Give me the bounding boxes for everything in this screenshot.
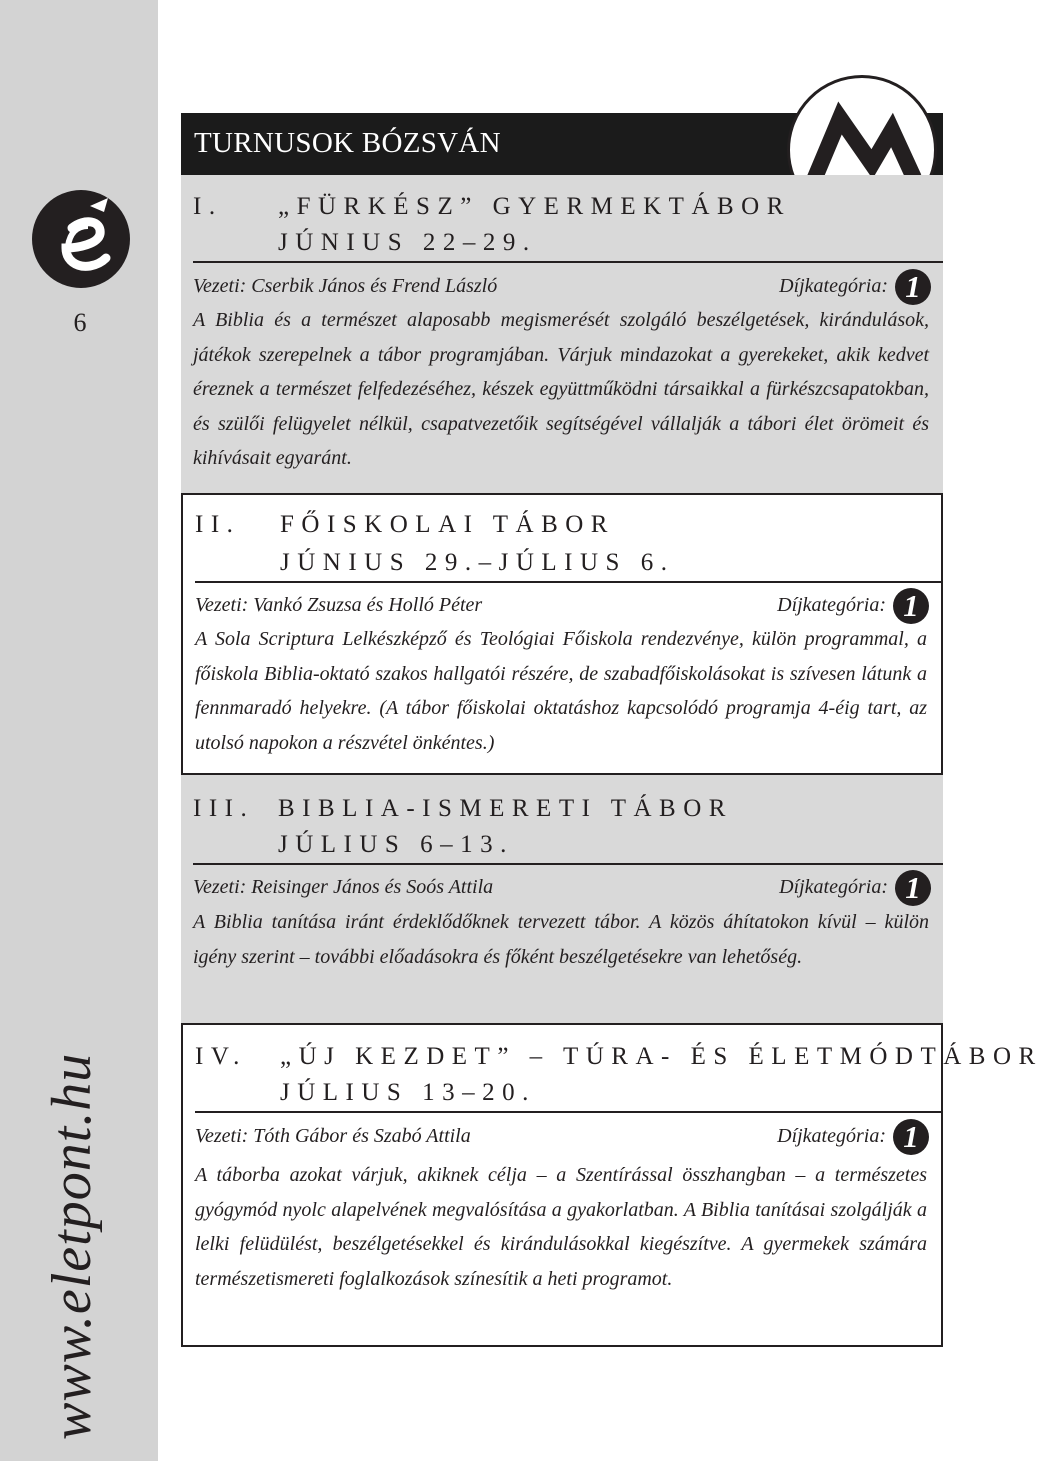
section-4	[181, 1025, 1043, 1347]
section-2-date: JÚNIUS 29.–JÚLIUS 6.	[280, 549, 675, 576]
section-1-text: A Biblia és a természet alaposabb megismerését szolgáló beszélgetések, kirándulások, játékok szerepelnek a tábor programjában. Várjuk mindazokat a gyerekeket, akik kedvet éreznek a természet felfedezéséhez, készek együttműködni társaikkal a fürkészcsapatokban, és szülői felügyelet nélkül, csapatvezetőik segítségével vállalják a tábori élet örömeit és kihívásait egyaránt.	[193, 309, 929, 469]
section-3-leader: Vezeti: Reisinger János és Soós Attila	[193, 876, 494, 898]
section-1-date: JÚNIUS 22–29.	[278, 229, 537, 256]
section-3-category-badge: 1	[895, 870, 931, 906]
section-1-leader: Vezeti: Cserbik János és Frend László	[193, 275, 498, 297]
section-4-heading: IV. „ÚJ KEZDET” – TÚRA- ÉS ÉLETMÓDTÁBOR	[195, 1043, 1043, 1070]
section-1-heading: I. „FÜRKÉSZ” GYERMEKTÁBOR	[193, 193, 791, 220]
divider	[193, 261, 943, 263]
section-3	[181, 775, 943, 1025]
section-2-category-label: Díjkategória:	[777, 594, 886, 616]
section-2-heading: II. FŐISKOLAI TÁBOR	[195, 511, 615, 538]
section-4-leader: Vezeti: Tóth Gábor és Szabó Attila	[195, 1125, 471, 1147]
section-1-category-badge: 1	[895, 269, 931, 305]
divider	[195, 581, 941, 583]
divider	[195, 1111, 941, 1113]
section-3-category-label: Díjkategória:	[779, 876, 888, 898]
section-3-text: A Biblia tanítása iránt érdeklődőknek tervezett tábor. A közös áhítatokon kívül – külön igény szerint – további előadásokra és főként beszélgetésekre van lehetőség.	[193, 911, 929, 968]
section-1	[181, 175, 943, 495]
e-logo-icon	[32, 190, 130, 288]
sidebar	[0, 0, 158, 1461]
website-url[interactable]: www.eletpont.hu	[41, 1052, 103, 1440]
section-2-category-badge: 1	[893, 588, 929, 624]
page-number: 6	[73, 308, 87, 337]
section-4-category-badge: 1	[893, 1119, 929, 1155]
section-3-date: JÚLIUS 6–13.	[278, 831, 514, 858]
section-1-category-label: Díjkategória:	[779, 275, 888, 297]
section-4-date: JÚLIUS 13–20.	[280, 1079, 536, 1106]
page-title: TURNUSOK BÓZSVÁN	[194, 127, 501, 159]
divider	[193, 863, 943, 865]
section-3-heading: III. BIBLIA-ISMERETI TÁBOR	[193, 795, 733, 822]
section-2-text: A Sola Scriptura Lelkészképző és Teológiai Főiskola rendezvénye, külön programmal, a főiskola Biblia-oktató szakos hallgatói részére, de szabadfőiskolásokat is szívesen látunk a fennmaradó helyekre. (A tábor főiskolai oktatáshoz kapcsolódó programja 4-éig tart, az utolsó napokon a részvétel önkéntes.)	[195, 628, 927, 754]
section-4-category-label: Díjkategória:	[777, 1125, 886, 1147]
section-2-leader: Vezeti: Vankó Zsuzsa és Holló Péter	[195, 594, 483, 616]
section-2	[181, 495, 943, 775]
section-4-text: A táborba azokat várjuk, akiknek célja – a Szentírással összhangban – a természetes gyógymód nyolc alapelvének megvalósítása a gyakorlatban. A Biblia tanításai szolgálják a lelki felüdülést, beszélgetésekkel és kirándulásokkal kiegészítve. A gyermekek számára természetismereti foglalkozások színesítik a heti programot.	[195, 1164, 927, 1290]
